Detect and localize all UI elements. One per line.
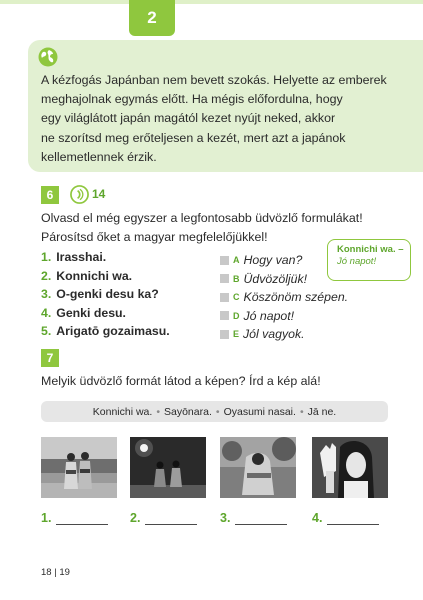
item-number: 1. [41, 250, 52, 264]
answer-number: 1. [41, 511, 52, 525]
answer-field-3 [220, 511, 287, 525]
culture-info-text [41, 71, 411, 167]
example-japanese: Konnichi wa. – [337, 244, 404, 255]
answer-field-4 [312, 511, 379, 525]
answer-number: 3. [220, 511, 231, 525]
list-item [220, 288, 348, 307]
item-number: 5. [41, 324, 52, 338]
hungarian-phrase: Jól vagyok. [243, 327, 305, 342]
info-line: meghajolnak egymás előtt. Ha mégis előfordulna, hogy [41, 92, 343, 107]
item-letter: C [233, 292, 240, 303]
answer-number: 2. [130, 511, 141, 525]
japanese-phrase: Irasshai. [56, 250, 107, 264]
phrase-option: Konnichi wa. [92, 405, 153, 418]
globe-icon [38, 47, 58, 67]
answer-checkbox[interactable] [220, 274, 229, 283]
answer-field-1 [41, 511, 108, 525]
page-numbers: 18 | 19 [41, 567, 70, 578]
instruction-line: Párosítsd őket a magyar megfelelőjükkel! [41, 230, 268, 244]
top-stripe [0, 0, 423, 4]
list-item [41, 324, 170, 343]
item-letter: D [233, 310, 240, 321]
answer-checkbox[interactable] [220, 330, 229, 339]
photo-bowing-person [220, 437, 296, 498]
info-line: A kézfogás Japánban nem bevett szokás. Helyette az emberek [41, 73, 387, 87]
audio-track-number: 14 [92, 187, 106, 201]
exercise-6-number: 6 [41, 186, 59, 204]
item-letter: B [233, 273, 240, 284]
hungarian-phrase: Jó napot! [243, 308, 295, 323]
info-line: egy világlátott japán magától kezet nyújt neked, akkor [41, 111, 336, 126]
photo-night-stage [130, 437, 206, 498]
answer-field-2 [130, 511, 197, 525]
instruction-line: Olvasd el még egyszer a legfontosabb üdvözlő formulákat! [41, 211, 363, 225]
list-item [41, 287, 170, 306]
answer-blank[interactable] [145, 512, 197, 525]
japanese-phrase: Genki desu. [56, 305, 126, 320]
chapter-number-tab: 2 [129, 0, 175, 36]
phrase-option: Oyasumi nasai. [223, 405, 296, 418]
audio-track-icon[interactable] [70, 185, 89, 204]
info-line: kellemetlennek érzik. [41, 149, 157, 164]
list-item [41, 250, 170, 269]
exercise-6-instructions [41, 209, 363, 247]
separator-dot: • [215, 405, 220, 418]
hungarian-phrase: Hogy van? [243, 253, 303, 268]
photo-kimono-women [41, 437, 117, 498]
item-number: 4. [41, 305, 52, 320]
phrase-bank [41, 401, 388, 422]
hungarian-phrase: Köszönöm szépen. [243, 290, 349, 305]
list-item [220, 325, 348, 344]
item-letter: A [233, 255, 240, 266]
example-hungarian: Jó napot! [337, 256, 377, 267]
phrase-option: Jā ne. [307, 405, 337, 418]
japanese-phrase: O-genki desu ka? [56, 287, 159, 301]
list-item [41, 269, 170, 288]
answer-blank[interactable] [235, 512, 287, 525]
answer-number: 4. [312, 511, 323, 525]
item-number: 3. [41, 287, 52, 301]
phrase-option: Sayōnara. [164, 405, 212, 418]
separator-dot: • [299, 405, 304, 418]
japanese-phrase-list [41, 250, 170, 343]
answer-checkbox[interactable] [220, 311, 229, 320]
separator-dot: • [156, 405, 160, 418]
item-letter: E [233, 329, 240, 340]
list-item [41, 306, 170, 325]
answer-blank[interactable] [56, 512, 108, 525]
answer-blank[interactable] [327, 512, 379, 525]
exercise-7-number: 7 [41, 349, 59, 367]
answer-checkbox[interactable] [220, 293, 229, 302]
list-item [220, 307, 348, 326]
japanese-phrase: Konnichi wa. [56, 268, 133, 283]
photo-waving-woman [312, 437, 388, 498]
hungarian-phrase: Üdvözöljük! [243, 271, 308, 286]
example-answer-box [327, 239, 411, 281]
answer-checkbox[interactable] [220, 256, 229, 265]
item-number: 2. [41, 268, 52, 283]
exercise-7-instruction: Melyik üdvözlő formát látod a képen? Írd a kép alá! [41, 374, 321, 388]
info-line: ne szorítsd meg erőteljesen a kezét, mert azt a japánok [41, 130, 346, 145]
japanese-phrase: Arigatō gozaimasu. [56, 324, 170, 338]
